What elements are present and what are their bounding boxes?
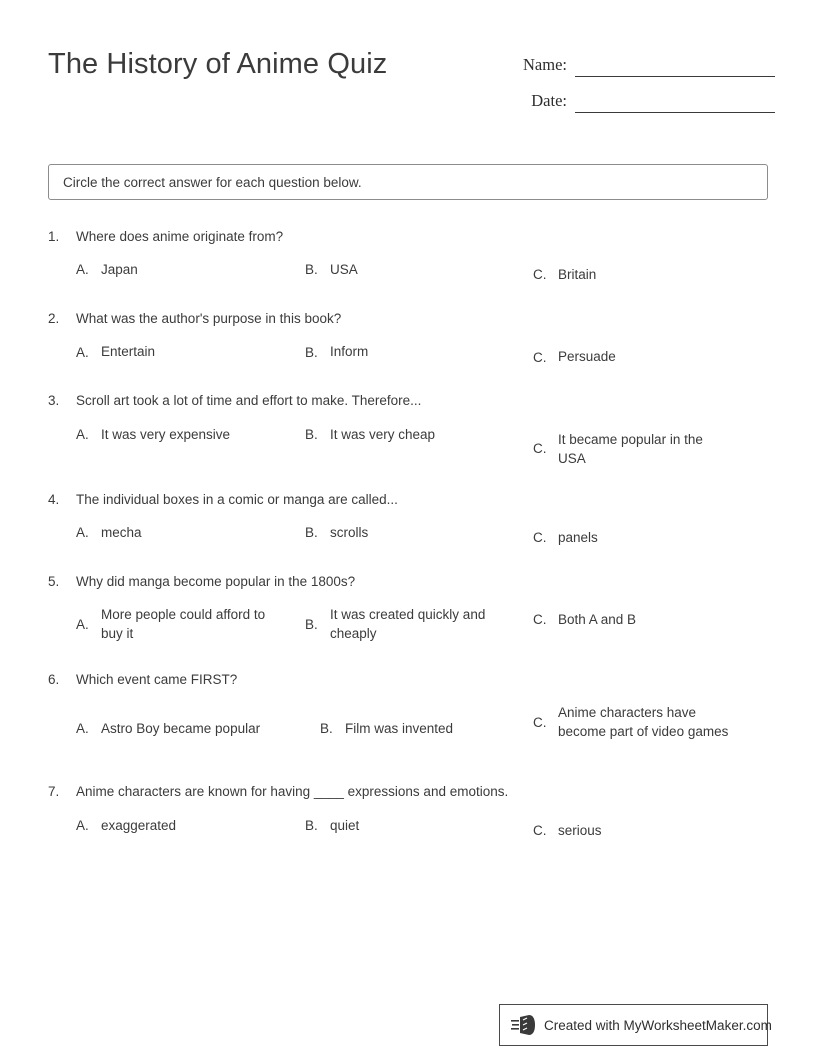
answer-option-text: Entertain (101, 344, 156, 360)
answer-option-b[interactable] (305, 605, 515, 643)
question-number: 3. (48, 393, 60, 409)
answer-option-letter: C. (533, 349, 547, 365)
answer-options (48, 605, 776, 655)
answer-option-letter: C. (533, 612, 547, 628)
question-text: Which event came FIRST? (76, 672, 238, 688)
instructions-box (48, 164, 768, 200)
answer-option-letter: A. (76, 524, 89, 540)
answer-option-a[interactable] (76, 342, 286, 361)
answer-options (48, 425, 776, 475)
answer-option-b[interactable] (320, 719, 530, 738)
answer-option-text: quiet (330, 817, 360, 833)
answer-option-c[interactable] (533, 347, 733, 366)
answer-option-text: It was created quickly and cheaply (330, 607, 486, 642)
question-item (0, 671, 816, 767)
question-number: 5. (48, 573, 60, 589)
answer-option-text: Both A and B (558, 612, 637, 628)
answer-option-letter: A. (76, 817, 89, 833)
question-number: 2. (48, 311, 60, 327)
answer-option-letter: B. (305, 817, 318, 833)
answer-option-letter: C. (533, 267, 547, 283)
answer-option-b[interactable] (305, 342, 515, 361)
question-item (0, 310, 816, 376)
answer-option-letter: B. (305, 344, 318, 360)
answer-options (48, 703, 776, 767)
question-item (0, 392, 816, 474)
instructions-text: Circle the correct answer for each question below. (63, 174, 362, 190)
answer-option-letter: C. (533, 714, 547, 730)
name-date-fields (515, 44, 775, 116)
question-item (0, 491, 816, 557)
question-heading (48, 491, 776, 509)
answer-option-text: exaggerated (101, 817, 177, 833)
answer-option-b[interactable] (305, 523, 515, 542)
question-text: Why did manga become popular in the 1800s? (76, 573, 356, 589)
answer-option-text: Inform (330, 344, 369, 360)
question-text: The individual boxes in a comic or manga are called... (76, 491, 398, 507)
answer-option-text: USA (330, 262, 358, 278)
question-text: Where does anime originate from? (76, 229, 284, 244)
question-item (0, 783, 816, 849)
answer-option-letter: C. (533, 441, 547, 457)
answer-option-b[interactable] (305, 260, 515, 279)
question-text: Scroll art took a lot of time and effort to make. Therefore... (76, 393, 422, 409)
question-number: 6. (48, 672, 60, 688)
answer-option-c[interactable] (533, 703, 733, 741)
question-text: What was the author's purpose in this book? (76, 311, 342, 327)
answer-option-letter: B. (305, 524, 318, 540)
answer-option-text: It was very expensive (101, 426, 231, 442)
created-with-badge-text: Created with MyWorksheetMaker.com (544, 1017, 772, 1033)
answer-option-letter: A. (76, 344, 89, 360)
answer-option-text: serious (558, 822, 602, 838)
answer-option-text: It became popular in the USA (558, 431, 703, 466)
question-item (0, 228, 816, 294)
question-number: 4. (48, 491, 60, 507)
answer-option-c[interactable] (533, 265, 733, 284)
answer-option-letter: A. (76, 262, 89, 278)
answer-option-a[interactable] (76, 523, 286, 542)
answer-option-letter: B. (305, 616, 318, 632)
answer-option-text: More people could afford to buy it (101, 607, 266, 642)
date-field-line[interactable] (575, 90, 775, 113)
answer-option-text: scrolls (330, 524, 369, 540)
answer-option-a[interactable] (76, 719, 301, 738)
answer-options (48, 260, 776, 294)
answer-option-letter: C. (533, 822, 547, 838)
answer-options (48, 342, 776, 376)
question-text: Anime characters are known for having ____ expressions and emotions. (76, 784, 509, 800)
worksheet-header (0, 0, 816, 140)
question-heading (48, 573, 776, 591)
answer-option-letter: A. (76, 616, 89, 632)
question-heading (48, 671, 776, 689)
answer-options (48, 816, 776, 850)
date-field-label: Date: (531, 91, 567, 110)
name-field-line[interactable] (575, 54, 775, 77)
question-number: 7. (48, 784, 60, 800)
answer-option-text: Britain (558, 267, 597, 283)
answer-option-text: Astro Boy became popular (101, 721, 261, 737)
answer-option-letter: A. (76, 721, 89, 737)
answer-option-a[interactable] (76, 425, 286, 444)
answer-option-text: Film was invented (345, 721, 454, 737)
question-number: 1. (48, 229, 60, 244)
answer-option-letter: B. (305, 426, 318, 442)
worksheet-maker-logo-icon (511, 1013, 537, 1037)
question-heading (48, 392, 776, 410)
name-field-label: Name: (523, 55, 567, 74)
question-list (0, 228, 816, 866)
answer-option-text: Anime characters have become part of video games (558, 705, 729, 740)
question-heading (48, 228, 776, 246)
answer-option-a[interactable] (76, 816, 286, 835)
answer-option-text: Japan (101, 262, 138, 278)
answer-option-letter: B. (305, 262, 318, 278)
answer-option-text: Persuade (558, 349, 616, 365)
name-field-row (515, 44, 775, 77)
answer-option-text: panels (558, 529, 598, 545)
answer-option-a[interactable] (76, 605, 286, 643)
answer-option-c[interactable] (533, 430, 733, 468)
answer-option-c[interactable] (533, 821, 733, 840)
answer-option-letter: C. (533, 529, 547, 545)
answer-option-text: mecha (101, 524, 142, 540)
answer-option-a[interactable] (76, 260, 286, 279)
answer-option-b[interactable] (305, 816, 515, 835)
answer-option-text: It was very cheap (330, 426, 436, 442)
date-field-row (515, 80, 775, 113)
question-item (0, 573, 816, 655)
page-title: The History of Anime Quiz (48, 48, 388, 80)
answer-option-c[interactable] (533, 610, 733, 629)
created-with-badge[interactable] (499, 1004, 772, 1046)
answer-option-letter: A. (76, 426, 89, 442)
answer-option-c[interactable] (533, 528, 733, 547)
answer-option-b[interactable] (305, 425, 515, 444)
question-heading (48, 310, 776, 328)
answer-options (48, 523, 776, 557)
question-heading (48, 783, 776, 801)
answer-option-letter: B. (320, 721, 333, 737)
